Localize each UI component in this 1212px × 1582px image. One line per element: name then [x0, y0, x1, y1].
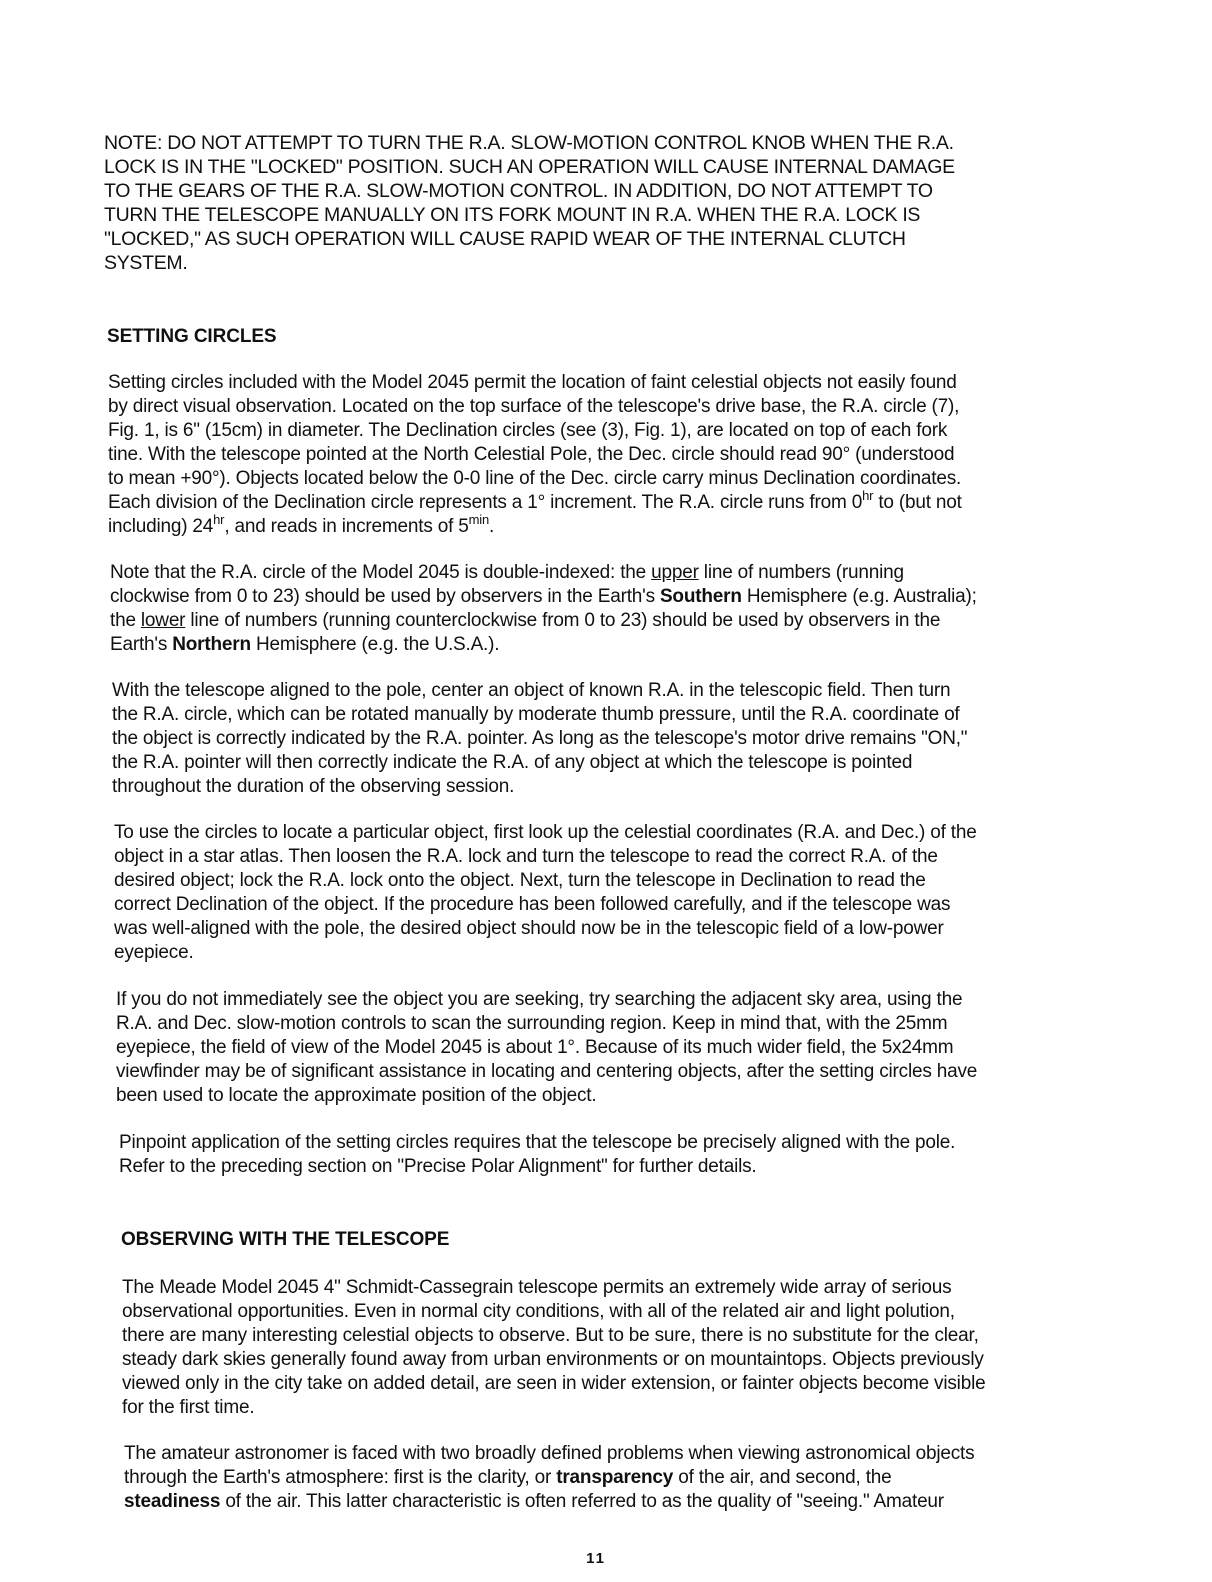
setting-circles-paragraph-1: [108, 371, 1058, 539]
paragraph-line: Refer to the preceding section on "Precise Polar Alignment" for further details.: [119, 1156, 757, 1177]
note-line: "LOCKED," AS SUCH OPERATION WILL CAUSE RAPID WEAR OF THE INTERNAL CLUTCH: [104, 228, 906, 250]
paragraph-line: by direct visual observation. Located on the top surface of the telescope's drive base, the R.A. circle (7),: [108, 396, 960, 417]
note-line: LOCK IS IN THE "LOCKED" POSITION. SUCH AN OPERATION WILL CAUSE INTERNAL DAMAGE: [104, 156, 955, 178]
paragraph-line: throughout the duration of the observing session.: [112, 776, 515, 797]
paragraph-line: through the Earth's atmosphere: first is the clarity, or transparency of the air, and second, the: [124, 1467, 892, 1488]
bold-word: Southern: [659, 586, 742, 607]
paragraph-line: viewed only in the city take on added detail, are seen in wider extension, or fainter objects become visible: [122, 1373, 986, 1394]
paragraph-line: been used to locate the approximate position of the object.: [116, 1085, 597, 1106]
paragraph-line: observational opportunities. Even in normal city conditions, with all of the related air and light polution,: [122, 1301, 955, 1322]
paragraph-line: the R.A. circle, which can be rotated manually by moderate thumb pressure, until the R.A. coordinate of: [112, 704, 960, 725]
paragraph-line: viewfinder may be of significant assistance in locating and centering objects, after the setting circles have: [116, 1061, 978, 1082]
superscript-hr: hr: [213, 512, 225, 527]
setting-circles-paragraph-6: [119, 1131, 1069, 1179]
paragraph-line: there are many interesting celestial objects to observe. But to be sure, there is no substitute for the clear,: [122, 1325, 979, 1346]
paragraph-line: for the first time.: [122, 1397, 255, 1418]
setting-circles-paragraph-5: [116, 988, 1066, 1108]
underlined-word: upper: [651, 562, 699, 583]
paragraph-line: eyepiece.: [114, 942, 194, 963]
paragraph-line: The Meade Model 2045 4" Schmidt-Cassegrain telescope permits an extremely wide array of serious: [122, 1277, 952, 1298]
paragraph-line: To use the circles to locate a particular object, first look up the celestial coordinates (R.A. and Dec.) of the: [114, 822, 977, 843]
paragraph-line: steadiness of the air. This latter characteristic is often referred to as the quality of "seeing." Amateur: [124, 1491, 944, 1512]
paragraph-line: Earth's Northern Hemisphere (e.g. the U.S.A.).: [110, 634, 500, 655]
superscript-min: min: [468, 512, 489, 527]
bold-word: transparency: [556, 1467, 674, 1488]
paragraph-line: Fig. 1, is 6" (15cm) in diameter. The Declination circles (see (3), Fig. 1), are located on top of each fork: [108, 420, 948, 441]
section-heading-setting-circles: SETTING CIRCLES: [107, 326, 277, 347]
bold-word: steadiness: [124, 1491, 221, 1512]
note-line: TO THE GEARS OF THE R.A. SLOW-MOTION CONTROL. IN ADDITION, DO NOT ATTEMPT TO: [104, 180, 933, 202]
observing-paragraph-1: [122, 1276, 1072, 1420]
underlined-word: lower: [140, 610, 186, 631]
superscript-hr: hr: [862, 488, 874, 503]
paragraph-line: was well-aligned with the pole, the desired object should now be in the telescopic field of a low-power: [114, 918, 944, 939]
paragraph-line: desired object; lock the R.A. lock onto the object. Next, turn the telescope in Declination to read the: [114, 870, 926, 891]
note-line: NOTE: DO NOT ATTEMPT TO TURN THE R.A. SLOW-MOTION CONTROL KNOB WHEN THE R.A.: [104, 132, 954, 154]
page-number: 11: [586, 1550, 606, 1567]
paragraph-line: tine. With the telescope pointed at the North Celestial Pole, the Dec. circle should read 90° (understood: [108, 444, 955, 465]
section-heading-observing: OBSERVING WITH THE TELESCOPE: [121, 1229, 450, 1250]
setting-circles-paragraph-3: [112, 679, 1062, 799]
paragraph-line: correct Declination of the object. If the procedure has been followed carefully, and if the telescope was: [114, 894, 951, 915]
paragraph-line: the object is correctly indicated by the R.A. pointer. As long as the telescope's motor drive remains "ON,": [112, 728, 968, 749]
paragraph-line: including) $24^{hr}$, and reads in increments of $5^{min}$.: [108, 512, 495, 537]
paragraph-line: Each division of the Declination circle represents a 1° increment. The R.A. circle runs from $0^{hr}$ to (but not: [108, 488, 962, 513]
paragraph-line: object in a star atlas. Then loosen the R.A. lock and turn the telescope to read the correct R.A. of the: [114, 846, 938, 867]
setting-circles-paragraph-2: [110, 561, 1060, 657]
paragraph-line: The amateur astronomer is faced with two broadly defined problems when viewing astronomical objects: [124, 1443, 975, 1464]
paragraph-line: With the telescope aligned to the pole, center an object of known R.A. in the telescopic field. Then turn: [112, 680, 951, 701]
setting-circles-paragraph-4: [114, 821, 1064, 965]
note-line: TURN THE TELESCOPE MANUALLY ON ITS FORK MOUNT IN R.A. WHEN THE R.A. LOCK IS: [104, 204, 921, 226]
paragraph-line: Note that the R.A. circle of the Model 2045 is double-indexed: the upper line of numbers (running: [110, 562, 904, 583]
bold-word: Northern: [172, 634, 251, 655]
paragraph-line: steady dark skies generally found away from urban environments or on mountaintops. Objects previously: [122, 1349, 984, 1370]
paragraph-line: the R.A. pointer will then correctly indicate the R.A. of any object at which the telescope is pointed: [112, 752, 913, 773]
paragraph-line: clockwise from 0 to 23) should be used by observers in the Earth's Southern Hemisphere (e.g. Australia);: [110, 586, 977, 607]
observing-paragraph-2: [124, 1442, 1074, 1514]
warning-note: [104, 131, 1054, 275]
paragraph-line: to mean +90°). Objects located below the 0-0 line of the Dec. circle carry minus Declination coordinates.: [108, 468, 962, 489]
paragraph-line: eyepiece, the field of view of the Model 2045 is about 1°. Because of its much wider field, the 5x24mm: [116, 1037, 954, 1058]
paragraph-line: R.A. and Dec. slow-motion controls to scan the surrounding region. Keep in mind that, with the 25mm: [116, 1013, 948, 1034]
paragraph-line: the lower line of numbers (running counterclockwise from 0 to 23) should be used by observers in the: [110, 610, 941, 631]
paragraph-line: Pinpoint application of the setting circles requires that the telescope be precisely aligned with the pole.: [119, 1132, 956, 1153]
note-line: SYSTEM.: [104, 252, 188, 274]
paragraph-line: Setting circles included with the Model 2045 permit the location of faint celestial objects not easily found: [108, 372, 957, 393]
paragraph-line: If you do not immediately see the object you are seeking, try searching the adjacent sky area, using the: [116, 989, 963, 1010]
